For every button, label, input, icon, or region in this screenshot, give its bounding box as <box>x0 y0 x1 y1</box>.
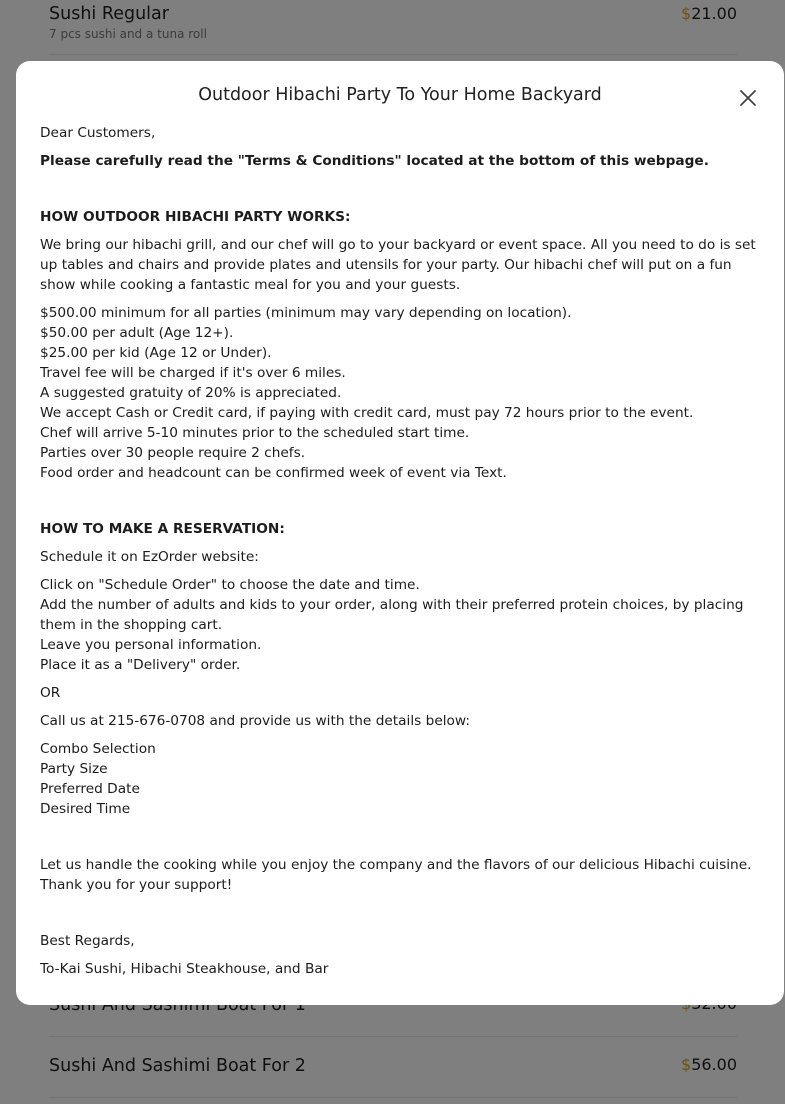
or-separator: OR <box>40 685 61 701</box>
detail-line: $50.00 per adult (Age 12+). <box>40 325 234 341</box>
detail-line: We accept Cash or Credit card, if paying with credit card, must pay 72 hours prior to the event. <box>40 405 694 421</box>
terms-notice: Please carefully read the "Terms & Conditions" located at the bottom of this webpage. <box>40 153 709 169</box>
close-button[interactable] <box>737 87 759 109</box>
call-detail: Party Size <box>40 761 108 777</box>
schedule-step: Click on "Schedule Order" to choose the date and time. <box>40 577 420 593</box>
hibachi-party-modal <box>16 61 784 1005</box>
schedule-intro: Schedule it on EzOrder website: <box>40 549 259 565</box>
modal-title: Outdoor Hibachi Party To Your Home Backyard <box>198 85 602 105</box>
detail-line: $25.00 per kid (Age 12 or Under). <box>40 345 272 361</box>
call-detail: Preferred Date <box>40 781 140 797</box>
modal-content <box>40 123 762 987</box>
schedule-step: Add the number of adults and kids to your order, along with their preferred protein choices, by placing them in the shopping cart. <box>40 597 744 633</box>
how-it-works-intro: We bring our hibachi grill, and our chef will go to your backyard or event space. All you need to do is set up tables and chairs and provide plates and utensils for your party. Our hibachi chef will put on a fun show while cooking a fantastic meal for you and your guests. <box>40 237 756 293</box>
schedule-step: Leave you personal information. <box>40 637 262 653</box>
party-details <box>40 303 762 483</box>
detail-line: $500.00 minimum for all parties (minimum may vary depending on location). <box>40 305 572 321</box>
detail-line: Chef will arrive 5-10 minutes prior to the scheduled start time. <box>40 425 470 441</box>
regards: Best Regards, <box>40 933 135 949</box>
closing-message: Let us handle the cooking while you enjoy the company and the flavors of our delicious Hibachi cuisine. Thank you for your support! <box>40 857 752 893</box>
call-instructions: Call us at 215-676-0708 and provide us with the details below: <box>40 713 470 729</box>
detail-line: Travel fee will be charged if it's over 6 miles. <box>40 365 346 381</box>
call-details <box>40 739 762 819</box>
call-detail: Desired Time <box>40 801 131 817</box>
how-it-works-heading: HOW OUTDOOR HIBACHI PARTY WORKS: <box>40 209 351 225</box>
schedule-steps <box>40 575 762 675</box>
signature: To-Kai Sushi, Hibachi Steakhouse, and Bar <box>40 961 329 977</box>
schedule-step: Place it as a "Delivery" order. <box>40 657 241 673</box>
detail-line: Food order and headcount can be confirmed week of event via Text. <box>40 465 507 481</box>
detail-line: A suggested gratuity of 20% is appreciated. <box>40 385 342 401</box>
reservation-heading: HOW TO MAKE A RESERVATION: <box>40 521 285 537</box>
greeting: Dear Customers, <box>40 125 156 141</box>
close-icon <box>737 87 759 109</box>
call-detail: Combo Selection <box>40 741 156 757</box>
detail-line: Parties over 30 people require 2 chefs. <box>40 445 306 461</box>
